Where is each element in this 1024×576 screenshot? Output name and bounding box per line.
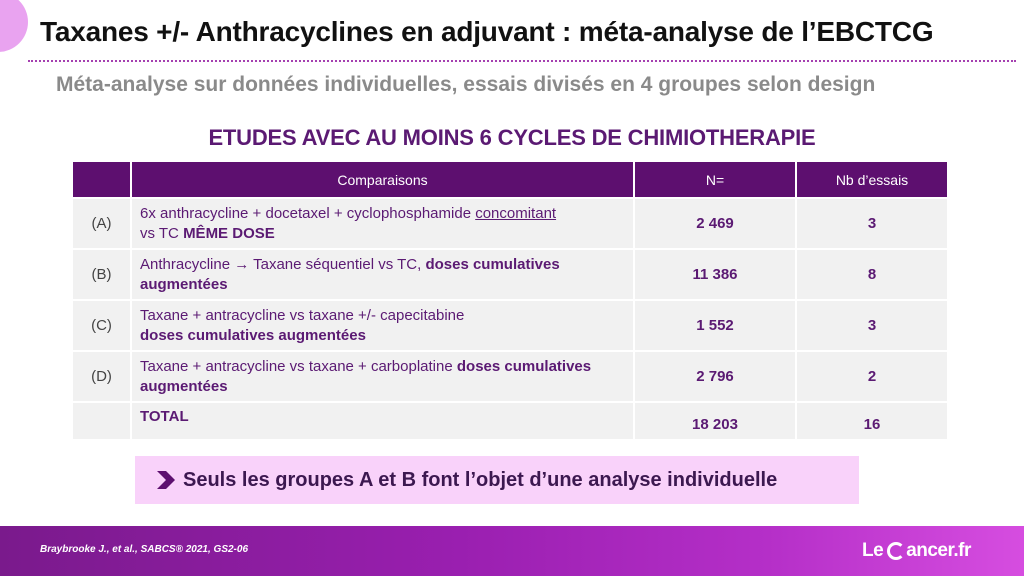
table-row [73,198,947,249]
section-heading: ETUDES AVEC AU MOINS 6 CYCLES DE CHIMIOTHERAPIE [208,125,816,150]
slide-subtitle: Méta-analyse sur données individuelles, essais divisés en 4 groupes selon design [56,73,876,96]
decorative-corner-circle [0,0,28,52]
n-value: 1 552 [634,300,796,351]
n-value: 2 469 [634,198,796,249]
logo-c-icon [887,542,905,560]
comparison-text: Taxane + antracycline vs taxane +/- capecitabine [140,306,465,324]
callout-text: Seuls les groupes A et B font l’objet d’une analyse individuelle [183,468,778,491]
comparison-bold: doses cumulatives augmentées [140,357,592,395]
comparison-table [73,162,947,439]
trials-value: 8 [796,249,947,300]
group-label: (C) [73,300,131,351]
comparison-bold: MÊME DOSE [183,224,275,242]
arrow-right-icon: → [234,255,250,273]
slide-title: Taxanes +/- Anthracyclines en adjuvant : méta-analyse de l’EBCTCG [40,16,934,47]
header-comparisons: Comparaisons [131,162,634,198]
group-label: (B) [73,249,131,300]
total-n-value: 18 203 [634,402,796,439]
trials-value: 2 [796,351,947,402]
comparison-text: vs TC [140,224,184,242]
table-row [73,249,947,300]
title-divider [28,60,1016,62]
trials-value: 3 [796,198,947,249]
comparison-text: Taxane + antracycline vs taxane + carboplatine [140,357,457,375]
comparison-text: Anthracycline [140,255,235,273]
table-row [73,351,947,402]
header-n: N= [634,162,796,198]
comparison-cell [131,198,634,249]
group-label: (A) [73,198,131,249]
lecancer-logo [862,538,971,564]
group-label: (D) [73,351,131,402]
group-label-empty [73,402,131,439]
n-value: 2 796 [634,351,796,402]
conclusion-callout [135,456,859,504]
comparison-text: Taxane séquentiel vs TC, [249,255,426,273]
footer-bar [0,526,1024,576]
table-header-row [73,162,947,198]
total-trials-value: 16 [796,402,947,439]
trials-value: 3 [796,300,947,351]
comparison-underlined: concomitant [475,204,557,222]
comparison-bold: doses cumulatives augmentées [140,326,366,344]
citation: Braybrooke J., et al., SABCS® 2021, GS2-06 [40,544,249,555]
chevron-right-icon [155,469,177,491]
comparison-cell [131,300,634,351]
total-label: TOTAL [131,402,634,439]
comparison-bold: doses cumulatives augmentées [140,255,560,293]
table-total-row [73,402,947,439]
comparison-cell [131,249,634,300]
header-trials: Nb d’essais [796,162,947,198]
header-group [73,162,131,198]
logo-text-right: ancer.fr [906,540,971,561]
logo-text-left: Le [862,540,884,561]
table-row [73,300,947,351]
comparison-cell [131,351,634,402]
n-value: 11 386 [634,249,796,300]
comparison-text: 6x anthracycline + docetaxel + cyclophosphamide [140,204,476,222]
